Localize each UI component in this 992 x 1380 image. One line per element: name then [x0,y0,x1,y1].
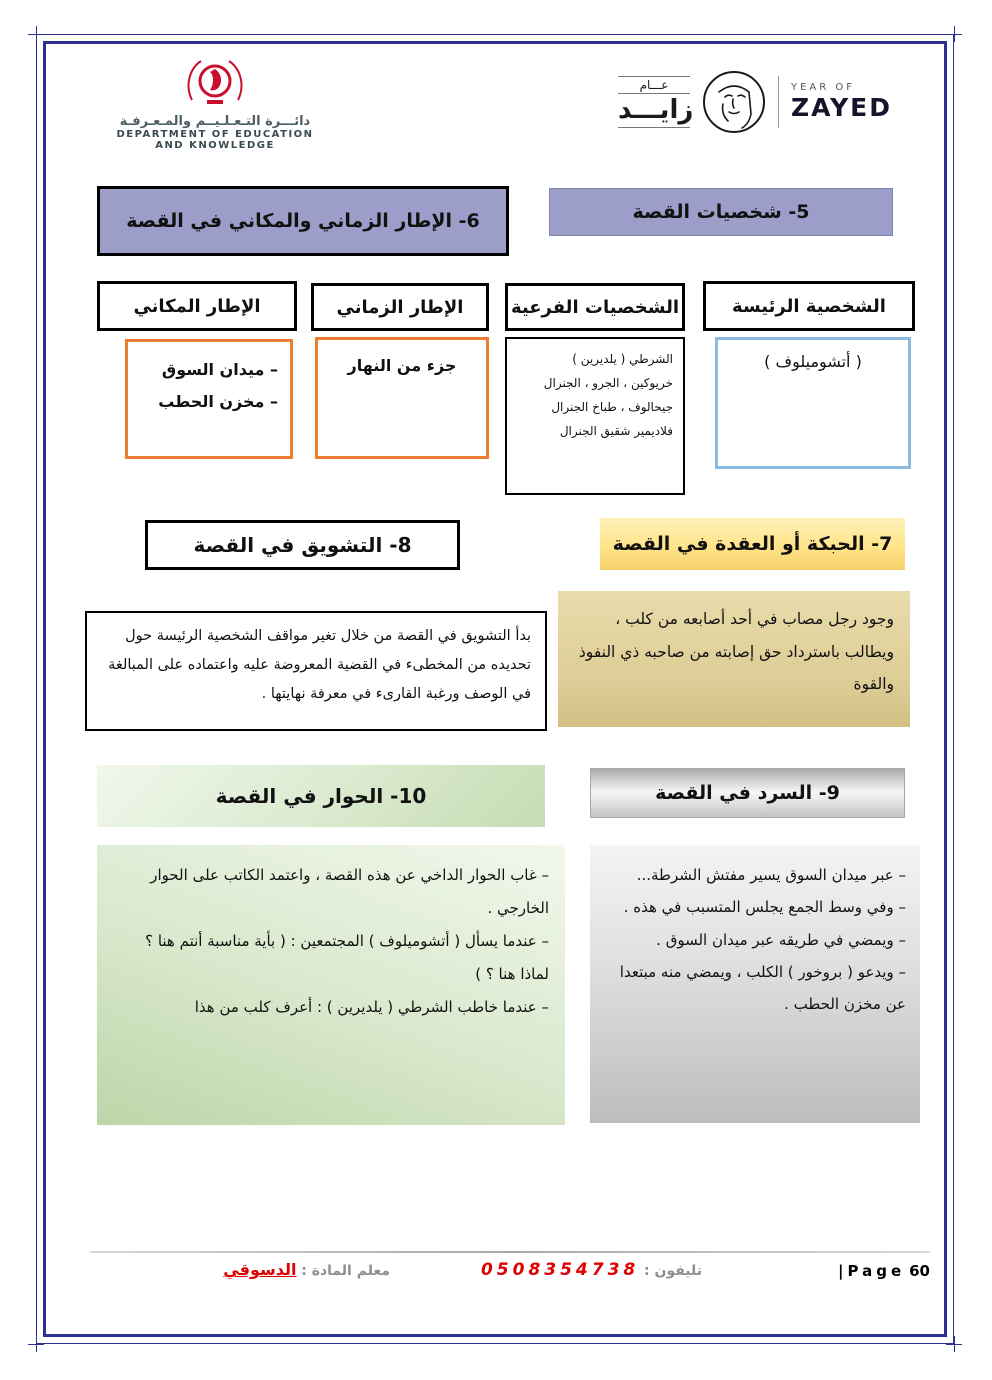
time-frame-label: الإطار الزماني [311,283,489,331]
footer-pipe: | [838,1262,844,1280]
dialogue-body [97,845,565,1125]
doe-logo [95,56,335,151]
page-number: 60 [909,1262,930,1280]
secondary-characters-label: الشخصيات الفرعية [505,283,685,331]
secondary-line: فلاديمير شقيق الجنرال [559,424,673,438]
section10-title: 10- الحوار في القصة [97,765,545,827]
footer-separator [90,1251,930,1253]
zayed-portrait-icon [702,70,766,134]
zayed-english-block [791,82,892,122]
teacher-label: معلم المادة : [301,1263,390,1279]
place-line: – ميدان السوق [161,360,278,379]
doe-emblem-icon [182,56,248,108]
page-number-block [838,1262,930,1280]
corner-mark-icon [946,26,962,42]
doe-english-line2: AND KNOWLEDGE [155,140,275,151]
narration-body [590,845,920,1123]
time-frame-box: جزء من النهار [315,337,489,459]
zayed-arabic-block [618,76,694,129]
place-line: – مخزن الحطب [158,392,278,411]
page-word: Page [847,1262,906,1280]
secondary-characters-box [505,337,685,495]
logo-divider [778,76,779,128]
place-frame-box [125,339,293,459]
narration-line: – ويمضي في طريقه عبر ميدان السوق . [656,930,906,949]
zayed-arabic-aam: عـــام [618,76,690,94]
doe-arabic-name: دائـــرة التـعـلـيــم والمـعـرفـة [119,114,311,129]
footer [90,1258,930,1292]
secondary-line: جيحالوف ، طباخ الجنرال [551,400,673,414]
year-of-text: YEAR OF [791,82,856,93]
doe-english-line1: DEPARTMENT OF EDUCATION [116,129,314,140]
main-character-box: ( أتشوميلوف ) [715,337,911,469]
teacher-name: الدسوقي [223,1260,297,1279]
secondary-line: الشرطي ( يلديرين ) [572,352,673,366]
suspense-body: بدأ التشويق في القصة من خلال تغير مواقف الشخصية الرئيسة حول تحديده من المخطىء في القضية المعروضة عليه واعتماده على المبالغة في الوصف ورغبة القارىء في معرفة نهايتها . [85,611,547,731]
dialogue-line: – عندما خاطب الشرطي ( يلديرين ) : أعرف كلب من هذا [194,998,549,1016]
dialogue-line: – عندما يسأل ( أتشوميلوف ) المجتمعين : ( بأية مناسبة أنتم هنا ؟ لماذا هنا ؟ ) [145,932,549,983]
phone-block [481,1260,702,1280]
section7-title: 7- الحبكة أو العقدة في القصة [600,518,905,570]
secondary-line: خريوكين ، الجرو ، الجنرال [543,376,673,390]
corner-mark-icon [946,1336,962,1352]
zayed-text: ZAYED [791,93,893,122]
narration-line: – عبر ميدان السوق يسير مفتش الشرطة... [636,866,906,884]
corner-mark-icon [28,26,44,42]
section5-title: 5- شخصيات القصة [549,188,893,236]
narration-line: – وفي وسط الجمع يجلس المتسبب في هذه . [623,898,906,917]
phone-number: 0508354738 [480,1260,640,1280]
place-frame-label: الإطار المكاني [97,281,297,331]
corner-mark-icon [28,1336,44,1352]
year-of-zayed-logo [618,60,903,144]
phone-label: تليفون : [644,1263,702,1279]
section8-title: 8- التشويق في القصة [145,520,460,570]
plot-body: وجود رجل مصاب في أحد أصابعه من كلب ، ويطالب باسترداد حق إصابته من صاحبه ذي النفوذ والقوة [558,591,910,727]
dialogue-line: – غاب الحوار الداخي عن هذه القصة ، واعتمد الكاتب على الحوار الخارجي . [150,866,549,917]
section6-title: 6- الإطار الزماني والمكاني في القصة [97,186,509,256]
main-character-label: الشخصية الرئيسة [703,281,915,331]
section9-title: 9- السرد في القصة [590,768,905,818]
narration-line: – ويدعو ( بروخور ) الكلب ، ويمضي منه مبتعدا عن مخزن الحطب . [619,962,906,1013]
zayed-arabic-name: زايـــد [618,94,690,129]
teacher-block [223,1260,390,1279]
